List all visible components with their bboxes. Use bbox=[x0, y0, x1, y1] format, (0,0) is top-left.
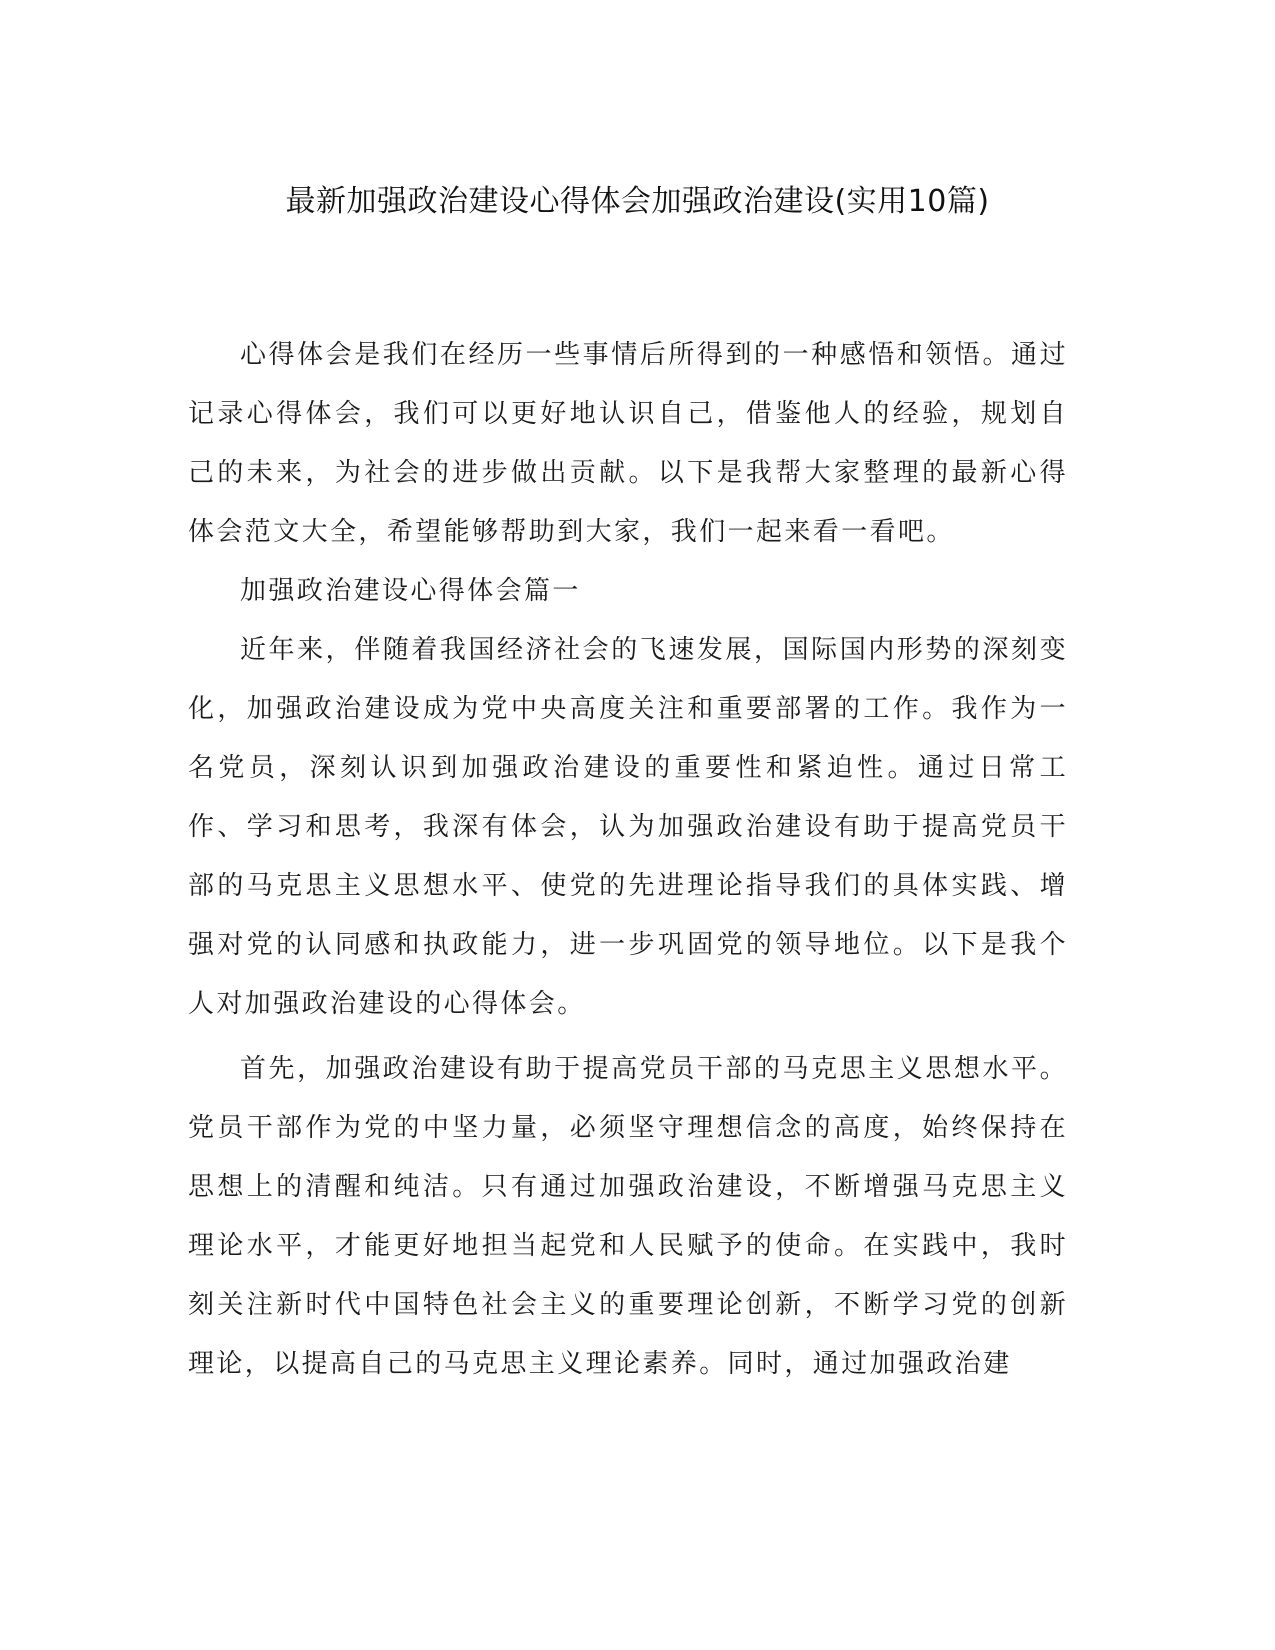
section-heading: 加强政治建设心得体会篇一 bbox=[240, 576, 581, 606]
body-paragraph: 近年来，伴随着我国经济社会的飞速发展，国际国内形势的深刻变化，加强政治建设成为党中央高度关注和重要部署的工作。我作为一名党员，深刻认识到加强政治建设的重要性和紧迫性。通过日常工作、学习和思考，我深有体会，认为加强政治建设有助于提高党员干部的马克思主义思想水平、使党的先进理论指导我们的具体实践、增强对党的认同感和执政能力，进一步巩固党的领导地位。以下是我个人对加强政治建设的心得体会。 bbox=[188, 635, 1068, 1019]
intro-paragraph: 心得体会是我们在经历一些事情后所得到的一种感悟和领悟。通过记录心得体会，我们可以更好地认识自己，借鉴他人的经验，规划自己的未来，为社会的进步做出贡献。以下是我帮大家整理的最新心得体会范文大全，希望能够帮助到大家，我们一起来看一看吧。 bbox=[188, 340, 1068, 547]
body-paragraph: 首先，加强政治建设有助于提高党员干部的马克思主义思想水平。党员干部作为党的中坚力量，必须坚守理想信念的高度，始终保持在思想上的清醒和纯洁。只有通过加强政治建设，不断增强马克思主义理论水平，才能更好地担当起党和人民赋予的使命。在实践中，我时刻关注新时代中国特色社会主义的重要理论创新，不断学习党的创新理论，以提高自己的马克思主义理论素养。同时，通过加强政治建 bbox=[188, 1054, 1068, 1379]
document-body bbox=[188, 326, 1068, 1394]
document-title: 最新加强政治建设心得体会加强政治建设(实用10篇) bbox=[285, 184, 990, 219]
